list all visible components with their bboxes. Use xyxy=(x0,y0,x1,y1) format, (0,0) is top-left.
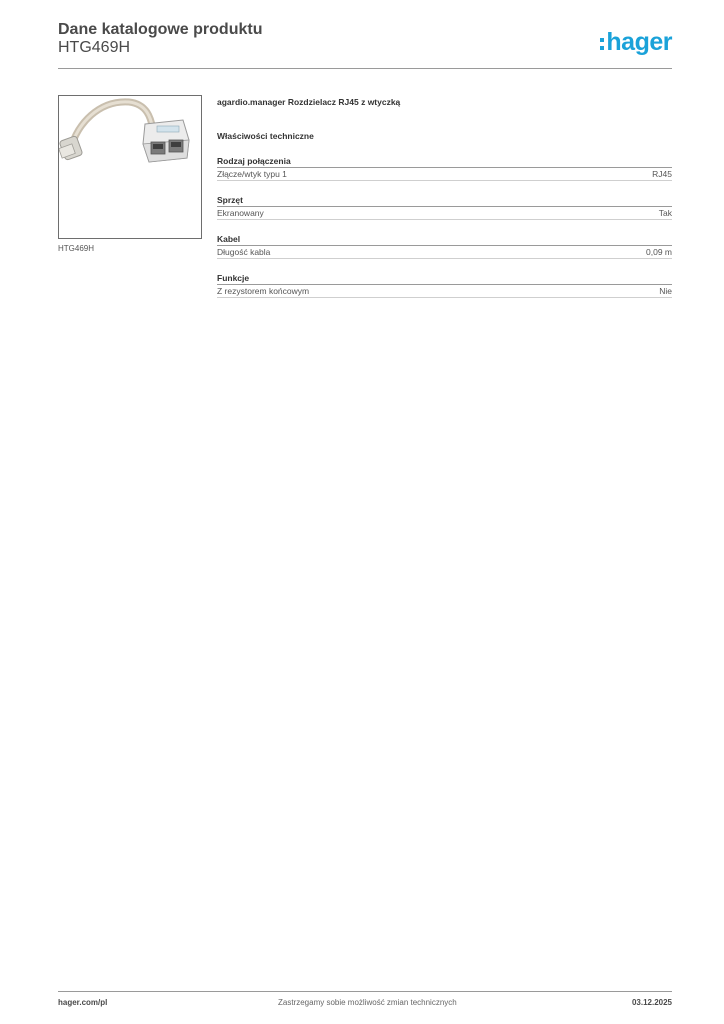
spec-value: Tak xyxy=(658,208,672,218)
spec-label: Długość kabla xyxy=(217,247,271,257)
logo-dots-icon xyxy=(600,38,604,50)
spec-group-functions xyxy=(217,273,672,298)
spec-value: Nie xyxy=(659,286,672,296)
spec-group-title: Funkcje xyxy=(217,273,672,285)
image-caption: HTG469H xyxy=(58,244,95,253)
spec-row xyxy=(217,285,672,298)
spec-row xyxy=(217,246,672,259)
spec-value: 0,09 m xyxy=(646,247,672,257)
page-header xyxy=(58,20,672,68)
footer-date: 03.12.2025 xyxy=(631,998,672,1007)
spec-group-cable xyxy=(217,234,672,259)
spec-group-title: Kabel xyxy=(217,234,672,246)
product-image xyxy=(58,95,202,239)
spec-group-title: Rodzaj połączenia xyxy=(217,156,672,168)
header-divider xyxy=(58,68,672,69)
product-code: HTG469H xyxy=(58,39,131,56)
footer-divider xyxy=(58,991,672,992)
section-title: Właściwości techniczne xyxy=(217,131,314,141)
spec-value: RJ45 xyxy=(652,169,672,179)
logo-text: hager xyxy=(606,28,672,56)
spec-row xyxy=(217,168,672,181)
rj45-splitter-image xyxy=(59,96,201,238)
hager-logo xyxy=(600,28,672,56)
spec-row xyxy=(217,207,672,220)
specification-panel xyxy=(217,96,672,298)
footer-website-link[interactable]: hager.com/pl xyxy=(58,998,108,1007)
footer-disclaimer: Zastrzegamy sobie możliwość zmian technicznych xyxy=(278,998,457,1007)
document-title: Dane katalogowe produktu xyxy=(58,21,263,38)
product-name: agardio.manager Rozdzielacz RJ45 z wtyczką xyxy=(217,97,401,107)
spec-label: Z rezystorem końcowym xyxy=(217,286,310,296)
spec-label: Ekranowany xyxy=(217,208,264,218)
spec-group-title: Sprzęt xyxy=(217,195,672,207)
spec-group-hardware xyxy=(217,195,672,220)
spec-label: Złącze/wtyk typu 1 xyxy=(217,169,287,179)
spec-group-connection xyxy=(217,156,672,181)
